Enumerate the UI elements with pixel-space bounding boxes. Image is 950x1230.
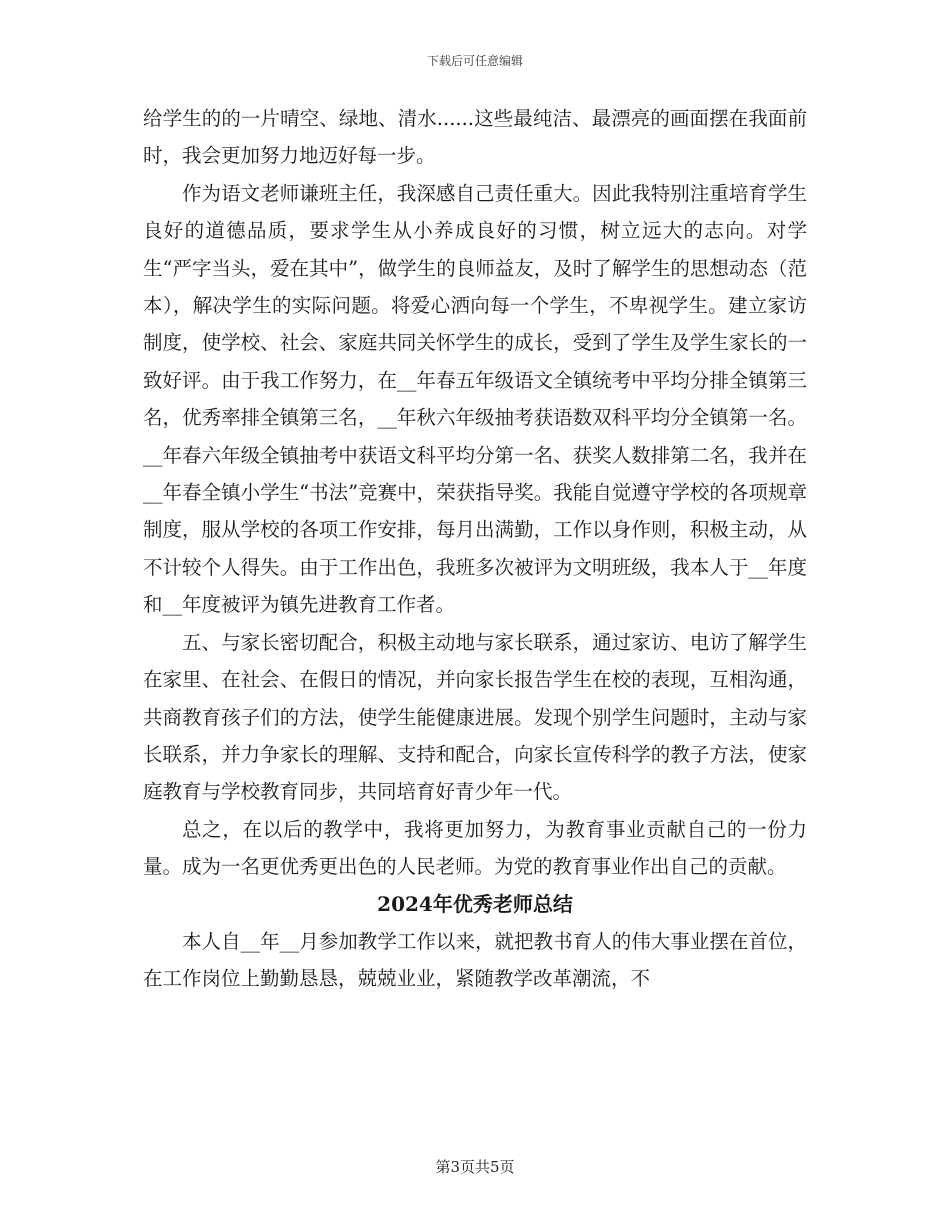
- page-footer: 第3页共5页: [435, 1158, 515, 1176]
- paragraph-parent-cooperation: 五、与家长密切配合，积极主动地与家长联系，通过家访、电访了解学生在家里、在社会、在假日的情况，并向家长报告学生在校的表现，互相沟通，共商教育孩子们的方法，使学生能健康进展。发现个别学生问题时，主动与家长联系，并力争家长的理解、支持和配合，向家长宣传科学的教子方法，使家庭教育与学校教育同步，共同培育好青少年一代。: [143, 630, 807, 804]
- document-body: [143, 100, 807, 998]
- section-title: 2024年优秀老师总结: [377, 891, 573, 916]
- page-header: 下载后可任意编辑: [426, 54, 523, 68]
- paragraph-new-section-intro: 本人自__年__月参加教学工作以来，就把教书育人的伟大事业摆在首位，在工作岗位上勤勤恳恳，兢兢业业，紧随教学改革潮流，不: [143, 929, 807, 991]
- paragraph-continuation: 给学生的的一片晴空、绿地、清水......这些最纯洁、最漂亮的画面摆在我面前时，我会更加努力地迈好每一步。: [143, 107, 807, 168]
- paragraph-conclusion: 总之，在以后的教学中，我将更加努力，为教育事业贡献自己的一份力量。成为一名更优秀更出色的人民老师。为党的教育事业作出自己的贡献。: [143, 817, 807, 879]
- paragraph-class-teacher: 作为语文老师谦班主任，我深感自己责任重大。因此我特别注重培育学生良好的道德品质，要求学生从小养成良好的习惯，树立远大的志向。对学生“严字当头，爱在其中”，做学生的良师益友，及时了解学生的思想动态（范本），解决学生的实际问题。将爱心洒向每一个学生，不卑视学生。建立家访制度，使学校、社会、家庭共同关怀学生的成长，受到了学生及学生家长的一致好评。由于我工作努力，在__年春五年级语文全镇统考中平均分排全镇第三名，优秀率排全镇第三名，__年秋六年级抽考获语数双科平均分全镇第一名。__年春六年级全镇抽考中获语文科平均分第一名、获奖人数排第二名，我并在__年春全镇小学生“书法”竞赛中，荣获指导奖。我能自觉遵守学校的各项规章制度，服从学校的各项工作安排，每月出满勤，工作以身作则，积极主动，从不计较个人得失。由于工作出色，我班多次被评为文明班级，我本人于__年度和__年度被评为镇先进教育工作者。: [143, 181, 807, 617]
